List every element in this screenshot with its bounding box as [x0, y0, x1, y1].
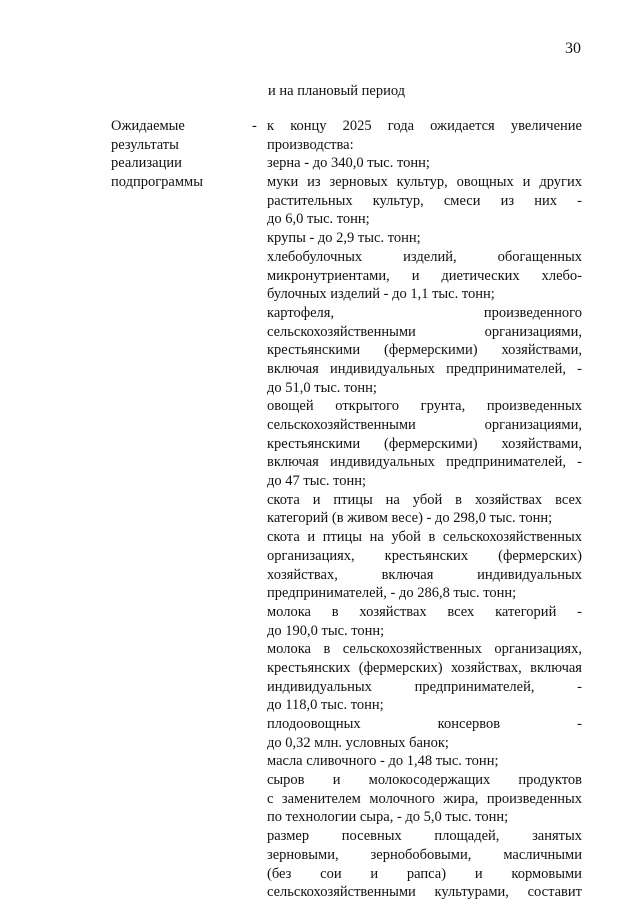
- word: и: [307, 529, 316, 546]
- text-line: [267, 678, 582, 697]
- word: и: [474, 865, 483, 882]
- word: (без: [267, 865, 292, 882]
- text-line: [267, 453, 582, 472]
- text-line: [267, 566, 582, 585]
- word: концу: [290, 118, 327, 134]
- word: года: [387, 118, 415, 134]
- word: (фермерскими): [384, 435, 478, 452]
- word: зернобобовыми,: [370, 846, 472, 863]
- word: хозяйствах: [474, 491, 543, 508]
- word: и: [411, 267, 420, 284]
- word: и: [332, 772, 341, 789]
- text-line: [267, 640, 582, 659]
- word: хозяйствах,: [450, 659, 522, 676]
- word: хозяйствами,: [501, 435, 582, 452]
- word: составит: [527, 884, 582, 901]
- word: на: [369, 529, 384, 546]
- word: индивидуальных: [477, 566, 582, 583]
- word: масличными: [503, 846, 582, 863]
- content-column: [267, 117, 582, 902]
- word: скота: [267, 491, 300, 508]
- word: убой: [412, 491, 443, 508]
- word: занятых: [532, 828, 582, 845]
- word: кормовыми: [511, 865, 582, 882]
- word: обогащенных: [497, 248, 582, 265]
- text-line: [267, 192, 582, 211]
- text-line: по технологии сыра, - до 5,0 тыс. тонн;: [267, 809, 509, 826]
- word: открытого: [335, 398, 399, 415]
- word: предпринимателей,: [446, 454, 566, 471]
- word: крестьянских: [384, 547, 469, 564]
- text-line: зерна - до 340,0 тыс. тонн;: [267, 155, 430, 172]
- word: молочного: [369, 790, 435, 807]
- text-line: [267, 173, 582, 192]
- text-line: крупы - до 2,9 тыс. тонн;: [267, 230, 421, 247]
- word: увеличение: [510, 118, 582, 134]
- word: жира,: [443, 790, 479, 807]
- word: -: [577, 360, 582, 377]
- text-line: [267, 435, 582, 454]
- label-line: результаты: [111, 136, 179, 153]
- word: плодоовощных: [267, 716, 361, 732]
- text-line: [267, 416, 582, 435]
- word: молокосодержащих: [368, 772, 491, 789]
- word: включая: [530, 659, 582, 676]
- word: картофеля,: [267, 304, 335, 321]
- text-line: [267, 790, 582, 809]
- word: организациями,: [484, 417, 582, 433]
- word: в: [455, 491, 463, 508]
- text-line: до 0,32 млн. условных банок;: [267, 734, 449, 751]
- word: и: [370, 865, 379, 882]
- text-line: до 6,0 тыс. тонн;: [267, 211, 370, 228]
- word: предпринимателей,: [446, 360, 566, 377]
- word: (фермерскими): [384, 342, 478, 359]
- word: хозяйствами,: [501, 342, 582, 359]
- text-line: [267, 304, 582, 323]
- text-line: [267, 323, 582, 342]
- text-line: [267, 715, 582, 734]
- word: грунта,: [420, 398, 466, 415]
- word: продуктов: [518, 772, 582, 789]
- word: микронутриентами,: [267, 267, 390, 284]
- dash-separator: -: [252, 118, 257, 134]
- word: культур,: [372, 192, 424, 209]
- word: сельскохозяйственными: [267, 417, 416, 433]
- text-line: [267, 846, 582, 865]
- text-line: до 190,0 тыс. тонн;: [267, 622, 385, 639]
- word: из: [307, 174, 321, 191]
- word: птицы: [333, 491, 373, 508]
- word: хозяйствах: [359, 603, 427, 620]
- text-line: [267, 491, 582, 510]
- word: категорий: [495, 603, 557, 620]
- text-line: [267, 603, 582, 622]
- word: диетических: [441, 267, 520, 284]
- word: изделий,: [403, 248, 457, 265]
- text-line: [267, 659, 582, 678]
- word: смеси: [443, 192, 481, 209]
- word: организациях,: [494, 641, 582, 658]
- word: организациях,: [267, 547, 355, 564]
- label-line: подпрограммы: [111, 174, 203, 191]
- word: включая: [381, 566, 434, 583]
- label-column: [111, 117, 251, 192]
- word: консервов: [437, 716, 501, 732]
- word: 2025: [342, 118, 372, 134]
- word: убой: [391, 529, 421, 546]
- word: -: [577, 716, 582, 732]
- word: из: [500, 192, 515, 209]
- word: сои: [320, 865, 342, 882]
- text-line: производства:: [267, 136, 354, 153]
- word: в: [323, 641, 331, 658]
- word: овощей: [267, 398, 314, 415]
- word: культур,: [396, 174, 448, 191]
- word: них: [534, 192, 558, 209]
- text-line: [267, 267, 582, 286]
- word: хозяйствах,: [267, 566, 338, 583]
- word: включая: [267, 360, 319, 377]
- word: крестьянскими: [267, 435, 361, 452]
- text-line: [267, 341, 582, 360]
- word: (фермерских): [498, 547, 582, 564]
- word: в: [331, 603, 339, 620]
- word: сельскохозяйственными: [267, 323, 416, 340]
- word: (фермерских): [358, 659, 443, 676]
- word: включая: [267, 454, 319, 471]
- word: произведенных: [486, 790, 582, 807]
- word: растительных: [267, 192, 353, 209]
- word: хлебобулочных: [267, 248, 363, 265]
- word: молока: [267, 641, 311, 658]
- text-line: [267, 547, 582, 566]
- word: хлебо-: [541, 267, 582, 284]
- word: крестьянских: [267, 659, 351, 676]
- word: произведенных: [486, 398, 582, 415]
- word: сыров: [267, 772, 305, 789]
- word: молока: [267, 603, 311, 620]
- label-line: Ожидаемые: [111, 118, 185, 134]
- word: с: [267, 790, 274, 807]
- continuation-heading: и на плановый период: [268, 83, 406, 99]
- word: всех: [555, 491, 582, 508]
- word: -: [577, 603, 582, 620]
- text-line: [267, 360, 582, 379]
- word: -: [577, 678, 582, 695]
- text-line: предпринимателей, - до 286,8 тыс. тонн;: [267, 585, 517, 602]
- word: в: [428, 529, 436, 546]
- word: индивидуальных: [330, 360, 435, 377]
- word: всех: [447, 603, 475, 620]
- text-line: [267, 397, 582, 416]
- word: заменителем: [281, 790, 361, 807]
- text-line: до 51,0 тыс. тонн;: [267, 379, 377, 396]
- word: других: [539, 174, 582, 191]
- word: индивидуальных: [330, 454, 435, 471]
- text-line: [267, 865, 582, 884]
- word: размер: [267, 828, 310, 845]
- text-line: до 47 тыс. тонн;: [267, 473, 367, 490]
- text-line: [267, 248, 582, 267]
- word: рапса): [406, 865, 447, 882]
- text-line: категорий (в живом весе) - до 298,0 тыс. тонн;: [267, 510, 553, 527]
- word: культурами,: [434, 884, 509, 901]
- word: зерновыми,: [267, 846, 339, 863]
- word: крестьянскими: [267, 342, 361, 359]
- word: сельскохозяйственных: [442, 529, 582, 546]
- page-number: 30: [565, 40, 581, 57]
- word: к: [267, 118, 275, 134]
- word: организациями,: [484, 323, 582, 340]
- text-line: [267, 771, 582, 790]
- word: птицы: [322, 529, 363, 546]
- word: произведенного: [483, 304, 582, 321]
- word: и: [312, 491, 321, 508]
- text-line: [267, 883, 582, 902]
- word: -: [577, 192, 582, 209]
- word: муки: [267, 174, 299, 191]
- word: овощных: [456, 174, 514, 191]
- text-line: булочных изделий - до 1,1 тыс. тонн;: [267, 286, 495, 303]
- text-line: [267, 117, 582, 136]
- text-line: [267, 528, 582, 547]
- text-line: масла сливочного - до 1,48 тыс. тонн;: [267, 753, 499, 770]
- word: посевных: [341, 828, 402, 845]
- word: и: [522, 174, 531, 191]
- text-line: [267, 827, 582, 846]
- word: сельскохозяйственных: [342, 641, 482, 658]
- label-line: реализации: [111, 155, 182, 172]
- word: индивидуальных: [267, 678, 372, 695]
- word: на: [385, 491, 400, 508]
- word: -: [577, 454, 582, 471]
- word: скота: [267, 529, 300, 546]
- word: предпринимателей,: [414, 678, 535, 695]
- word: зерновых: [329, 174, 388, 191]
- text-line: до 118,0 тыс. тонн;: [267, 697, 384, 714]
- word: площадей,: [434, 828, 500, 845]
- word: сельскохозяйственными: [267, 884, 416, 901]
- word: ожидается: [430, 118, 495, 134]
